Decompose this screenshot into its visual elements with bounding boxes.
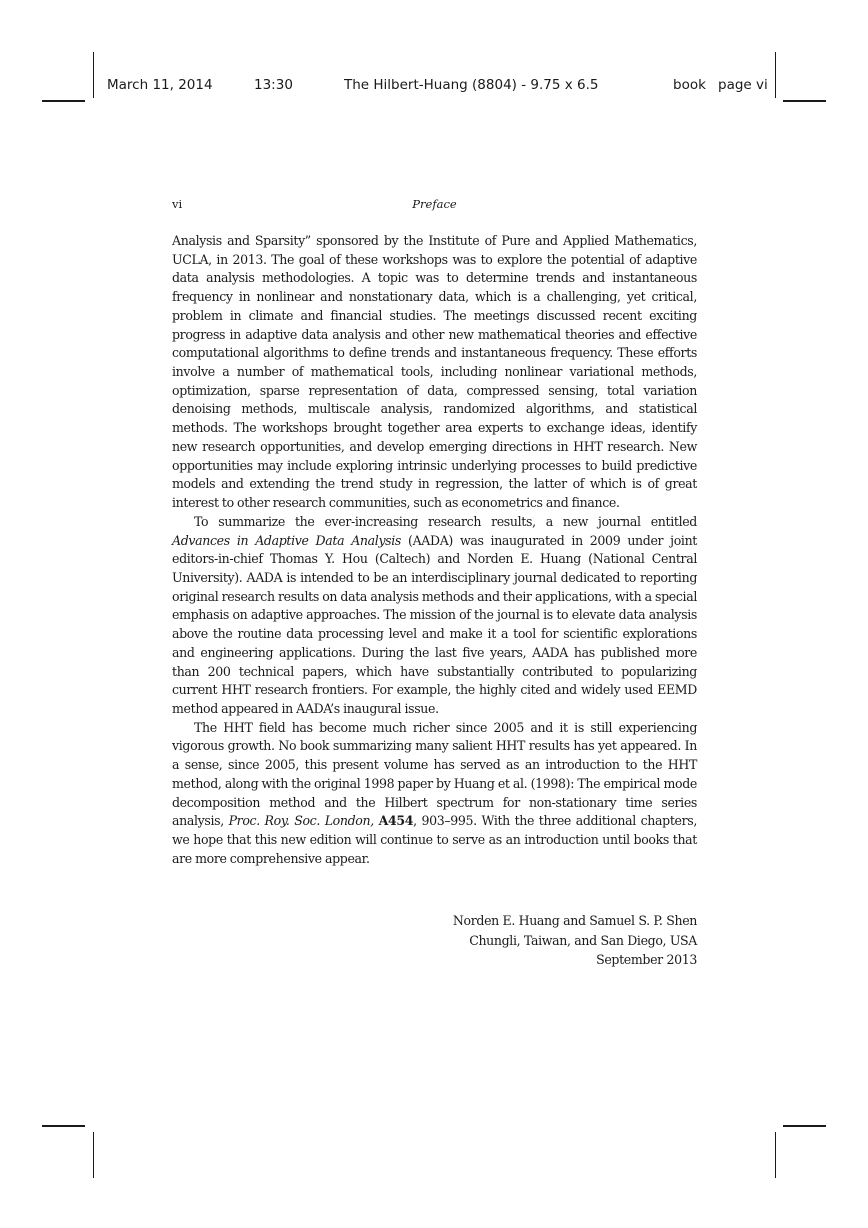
paragraph-2 (172, 513, 697, 719)
section-title: Preface (412, 197, 457, 211)
crop-mark (775, 52, 776, 98)
crop-mark (93, 52, 94, 98)
paragraph-1: Analysis and Sparsity” sponsored by the Institute of Pure and Applied Mathematics, UCLA, in 2013. The goal of these workshops was to explore the potential of adaptive data analysis methodologies. A topic was to determine trends and instantaneous frequency in nonlinear and nonstationary data, which is a challenging, yet critical, problem in climate and financial studies. The meetings discussed recent exciting progress in adaptive data analysis and other new mathematical theories and effective computational algorithms to define trends and instantaneous frequency. These efforts involve a number of mathematical tools, including nonlinear variational methods, optimization, sparse representation of data, compressed sensing, total variation denoising methods, multiscale analysis, randomized algorithms, and statistical methods. The workshops brought together area experts to exchange ideas, identify new research opportunities, and develop emerging directions in HHT research. New opportunities may include exploring intrinsic underlying processes to build predictive models and extending the trend study in regression, the latter of which is of great interest to other research communities, such as econometrics and finance. (172, 233, 697, 511)
crop-mark (775, 1132, 776, 1178)
crop-mark (42, 100, 85, 102)
signature-date: September 2013 (596, 952, 697, 967)
signature-block (172, 911, 697, 970)
journal-title: Advances in Adaptive Data Analysis (172, 532, 402, 548)
paragraph-2-text-b: (AADA) was inaugurated in 2009 under joint editors-in-chief Thomas Y. Hou (Caltech) and Norden E. Huang (National Central University). AADA is intended to be an interdisciplinary journal dedicated to reporting original research results on data analysis methods and their applications, with a special emphasis on adaptive approaches. The mission of the journal is to elevate data analysis above the routine data processing level and make it a tool for scientific explorations and engineering applications. During the last five years, AADA has published more than 200 technical papers, which have substantially contributed to popularizing current HHT research frontiers. For example, the highly cited and widely used EEMD method appeared in AADA’s inaugural issue. (172, 532, 697, 716)
crop-mark (42, 1125, 85, 1127)
page-number: vi (172, 197, 183, 211)
header-time: 13:30 (254, 77, 293, 93)
signature-authors: Norden E. Huang and Samuel S. P. Shen (452, 913, 697, 928)
citation-journal: Proc. Roy. Soc. London, (228, 813, 374, 829)
citation-volume: A454 (378, 813, 414, 829)
print-header (107, 77, 768, 97)
header-page: page vi (718, 77, 768, 93)
header-date: March 11, 2014 (107, 77, 213, 93)
crop-mark (93, 1132, 94, 1178)
signature-places: Chungli, Taiwan, and San Diego, USA (469, 932, 697, 948)
paragraph-2-text-a: To summarize the ever-increasing research results, a new journal entitled (194, 513, 697, 529)
header-book: book (673, 77, 706, 93)
paragraph-3 (172, 719, 697, 869)
paragraph-3-text-a: The HHT field has become much richer since 2005 and it is still experiencing vigorous growth. No book summarizing many salient HHT results has yet appeared. In a sense, since 2005, this present volume has served as an introduction to the HHT method, along with the original 1998 paper by Huang et al. (1998): The empirical mode decomposition method and the Hilbert spectrum for non-stationary time series analysis, (172, 719, 697, 829)
header-title: The Hilbert-Huang (8804) - 9.75 x 6.5 (344, 77, 599, 93)
body-text (172, 232, 697, 868)
running-head (172, 197, 697, 215)
crop-mark (783, 1125, 826, 1127)
crop-mark (783, 100, 826, 102)
paragraph-3-text-b: , 903–995. With the three additional chapters, we hope that this new edition will continue to serve as an introduction until books that are more comprehensive appear. (172, 813, 697, 866)
